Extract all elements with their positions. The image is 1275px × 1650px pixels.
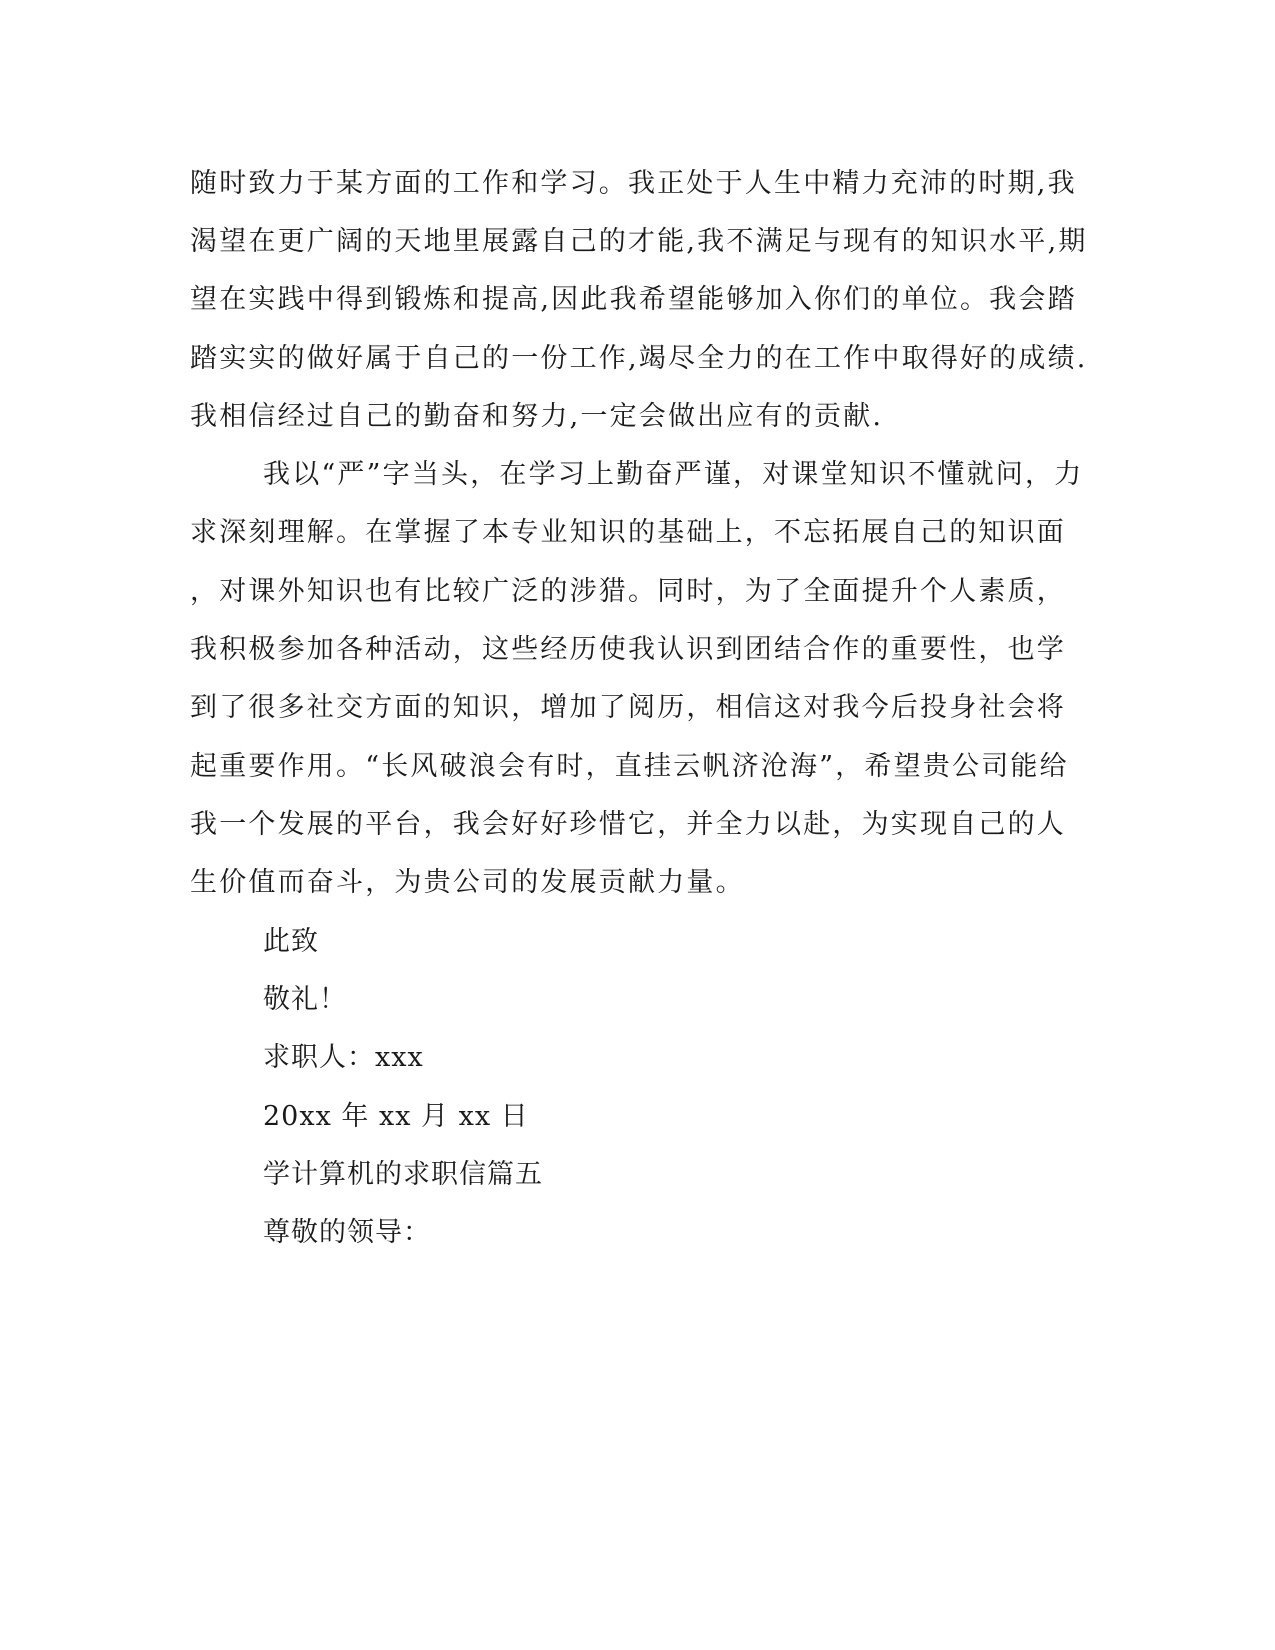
paragraph-2-line-6: 起重要作用。“长风破浪会有时，直挂云帆济沧海”，希望贵公司能给 bbox=[190, 751, 1069, 782]
paragraph-1-line-2: 渴望在更广阔的天地里展露自己的才能,我不满足与现有的知识水平,期 bbox=[190, 226, 1088, 257]
paragraph-2-line-3: ，对课外知识也有比较广泛的涉猎。同时，为了全面提升个人素质， bbox=[190, 576, 1066, 607]
paragraph-2-line-1: 我以“严”字当头，在学习上勤奋严谨，对课堂知识不懂就问，力 bbox=[263, 459, 1084, 490]
closing-greeting: 此致 bbox=[263, 926, 319, 957]
next-salutation: 尊敬的领导： bbox=[263, 1217, 431, 1248]
paragraph-1-line-4: 踏实实的做好属于自己的一份工作,竭尽全力的在工作中取得好的成绩. bbox=[190, 343, 1088, 374]
paragraph-2-line-2: 求深刻理解。在掌握了本专业知识的基础上，不忘拓展自己的知识面 bbox=[190, 517, 1066, 548]
paragraph-2-line-7: 我一个发展的平台，我会好好珍惜它，并全力以赴，为实现自己的人 bbox=[190, 809, 1066, 840]
paragraph-1-line-1: 随时致力于某方面的工作和学习。我正处于人生中精力充沛的时期,我 bbox=[190, 168, 1077, 199]
next-section-title: 学计算机的求职信篇五 bbox=[263, 1159, 543, 1190]
paragraph-1-line-5: 我相信经过自己的勤奋和努力,一定会做出应有的贡献. bbox=[190, 401, 884, 432]
date: 20xx 年 xx 月 xx 日 bbox=[263, 1101, 529, 1132]
paragraph-2-line-5: 到了很多社交方面的知识，增加了阅历，相信这对我今后投身社会将 bbox=[190, 692, 1066, 723]
paragraph-2-line-4: 我积极参加各种活动，这些经历使我认识到团结合作的重要性，也学 bbox=[190, 634, 1066, 665]
paragraph-2-line-8: 生价值而奋斗，为贵公司的发展贡献力量。 bbox=[190, 867, 745, 898]
paragraph-1-line-3: 望在实践中得到锻炼和提高,因此我希望能够加入你们的单位。我会踏 bbox=[190, 284, 1077, 315]
signature: 求职人：xxx bbox=[263, 1042, 424, 1073]
closing-salute: 敬礼！ bbox=[263, 984, 347, 1015]
